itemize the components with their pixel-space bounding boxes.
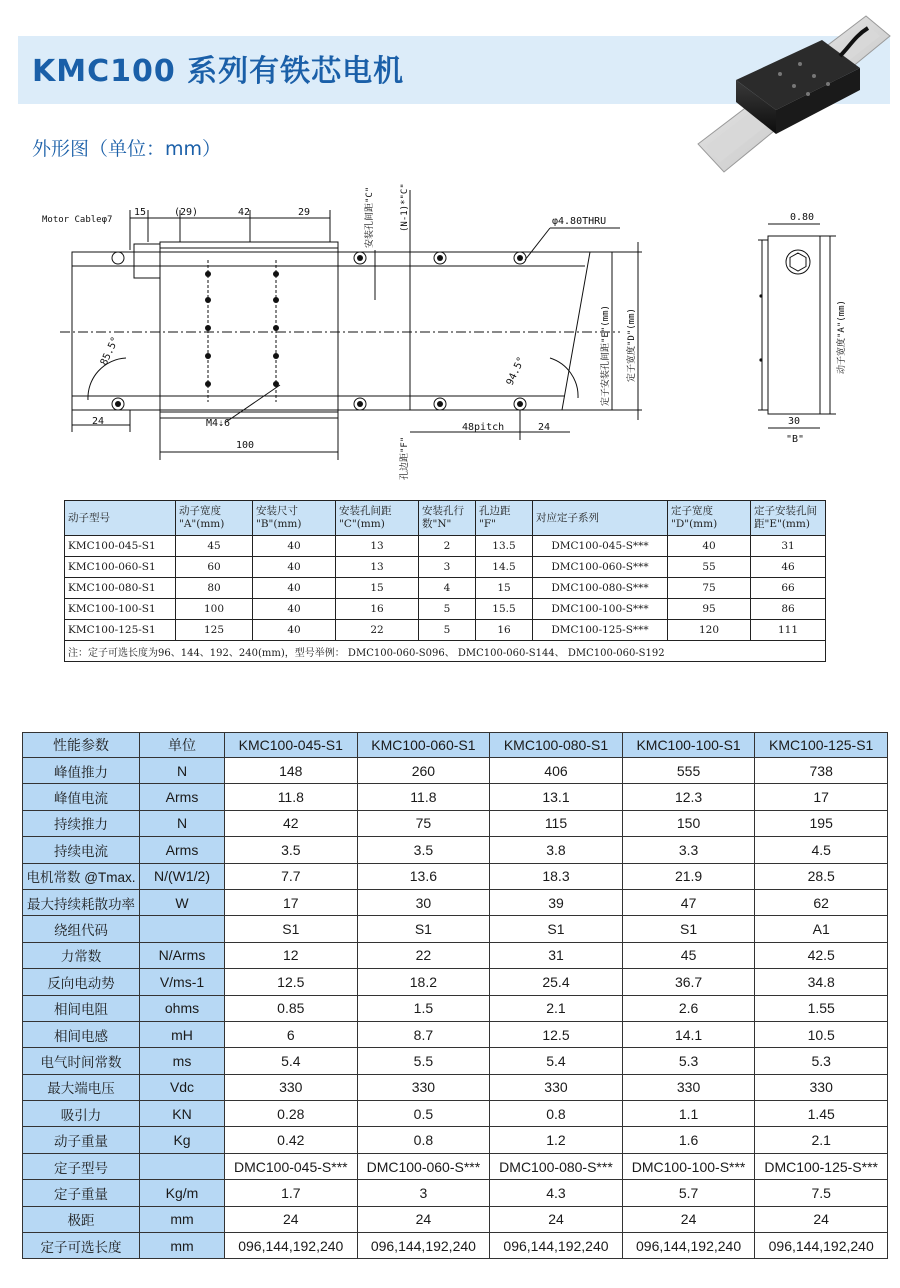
spec-cell: KMC100-045-S1 (65, 536, 176, 557)
perf-value-cell: DMC100-060-S*** (357, 1153, 490, 1179)
perf-param-cell: 动子重量 (23, 1127, 140, 1153)
perf-value-cell: 31 (490, 942, 623, 968)
perf-value-cell: 24 (490, 1206, 623, 1232)
perf-value-cell: 42.5 (755, 942, 888, 968)
perf-value-cell: 24 (755, 1206, 888, 1232)
perf-value-cell: 8.7 (357, 1021, 490, 1047)
perf-unit-cell: N (140, 758, 225, 784)
spec-cell: 86 (751, 599, 826, 620)
perf-value-cell: 5.3 (755, 1048, 888, 1074)
spec-cell: 13 (336, 557, 419, 578)
label-m4: M4⇣6 (206, 418, 231, 429)
perf-value-cell: 0.85 (225, 995, 358, 1021)
spec-cell: KMC100-080-S1 (65, 578, 176, 599)
spec-header-row (65, 501, 826, 536)
perf-value-cell: 1.7 (225, 1180, 358, 1206)
perf-row (23, 1127, 888, 1153)
perf-value-cell: 330 (490, 1074, 623, 1100)
perf-param-cell: 最大端电压 (23, 1074, 140, 1100)
spec-cell: 40 (253, 578, 336, 599)
perf-value-cell: 45 (622, 942, 755, 968)
spec-cell: 40 (253, 557, 336, 578)
perf-header-model-2: KMC100-060-S1 (357, 733, 490, 758)
perf-row (23, 1180, 888, 1206)
label-dim-29a: (29) (174, 207, 199, 218)
perf-value-cell: 7.5 (755, 1180, 888, 1206)
perf-header-model-1: KMC100-045-S1 (225, 733, 358, 758)
label-pitch: 48pitch (462, 422, 505, 433)
perf-value-cell: 12.3 (622, 784, 755, 810)
label-dim-24a: 24 (92, 416, 105, 427)
perf-value-cell: 28.5 (755, 863, 888, 889)
perf-value-cell: 12.5 (225, 969, 358, 995)
perf-value-cell: 12 (225, 942, 358, 968)
spec-header-d: 定子宽度 "D"(mm) (668, 501, 751, 536)
perf-value-cell: 148 (225, 758, 358, 784)
perf-unit-cell: mm (140, 1206, 225, 1232)
perf-header-model-3: KMC100-080-S1 (490, 733, 623, 758)
perf-row (23, 1153, 888, 1179)
perf-unit-cell: Arms (140, 837, 225, 863)
perf-header-unit: 单位 (140, 733, 225, 758)
perf-value-cell: 330 (755, 1074, 888, 1100)
spec-cell: 5 (419, 620, 476, 641)
spec-cell: 13.5 (476, 536, 533, 557)
spec-cell: KMC100-060-S1 (65, 557, 176, 578)
perf-value-cell: A1 (755, 916, 888, 942)
perf-value-cell: 24 (225, 1206, 358, 1232)
perf-row (23, 1074, 888, 1100)
perf-value-cell: 330 (622, 1074, 755, 1100)
perf-value-cell: 6 (225, 1021, 358, 1047)
perf-value-cell: S1 (225, 916, 358, 942)
perf-param-cell: 最大持续耗散功率 (23, 889, 140, 915)
perf-value-cell: 150 (622, 810, 755, 836)
perf-value-cell: 10.5 (755, 1021, 888, 1047)
perf-row (23, 837, 888, 863)
perf-value-cell: 1.6 (622, 1127, 755, 1153)
perf-header-row (23, 733, 888, 758)
perf-param-cell: 相间电感 (23, 1021, 140, 1047)
perf-value-cell: 12.5 (490, 1021, 623, 1047)
perf-value-cell: 1.2 (490, 1127, 623, 1153)
spec-row (65, 557, 826, 578)
perf-value-cell: 0.42 (225, 1127, 358, 1153)
perf-unit-cell: N/Arms (140, 942, 225, 968)
perf-value-cell: 2.1 (755, 1127, 888, 1153)
label-dim-29b: 29 (298, 207, 311, 218)
drawing-subtitle: 外形图（单位：mm） (32, 138, 222, 160)
perf-value-cell: 14.1 (622, 1021, 755, 1047)
spec-cell: 13 (336, 536, 419, 557)
perf-row (23, 1048, 888, 1074)
label-dim-100: 100 (236, 440, 255, 451)
perf-value-cell: 17 (225, 889, 358, 915)
perf-value-cell: 7.7 (225, 863, 358, 889)
spec-cell: 16 (336, 599, 419, 620)
perf-value-cell: 3.3 (622, 837, 755, 863)
label-hole-spacing-c: 安装孔间距"C" (365, 186, 375, 248)
perf-value-cell: 330 (357, 1074, 490, 1100)
page-title: KMC100 系列有铁芯电机 (32, 54, 405, 89)
perf-row (23, 784, 888, 810)
perf-value-cell: 2.1 (490, 995, 623, 1021)
perf-param-cell: 反向电动势 (23, 969, 140, 995)
spec-cell: 5 (419, 599, 476, 620)
perf-param-cell: 持续电流 (23, 837, 140, 863)
perf-row (23, 916, 888, 942)
perf-value-cell: 30 (357, 889, 490, 915)
perf-param-cell: 定子可选长度 (23, 1233, 140, 1259)
spec-note-row (65, 641, 826, 662)
label-b: "B" (786, 434, 805, 445)
perf-value-cell: 096,144,192,240 (225, 1233, 358, 1259)
perf-value-cell: 25.4 (490, 969, 623, 995)
perf-value-cell: 22 (357, 942, 490, 968)
perf-param-cell: 力常数 (23, 942, 140, 968)
perf-param-cell: 持续推力 (23, 810, 140, 836)
perf-value-cell: DMC100-125-S*** (755, 1153, 888, 1179)
perf-value-cell: 5.7 (622, 1180, 755, 1206)
spec-cell: 16 (476, 620, 533, 641)
perf-value-cell: S1 (490, 916, 623, 942)
perf-value-cell: 3.5 (357, 837, 490, 863)
spec-cell: 14.5 (476, 557, 533, 578)
spec-cell: DMC100-060-S*** (533, 557, 668, 578)
spec-cell: 40 (668, 536, 751, 557)
spec-header-a: 动子宽度 "A"(mm) (176, 501, 253, 536)
perf-unit-cell: Vdc (140, 1074, 225, 1100)
perf-param-cell: 峰值电流 (23, 784, 140, 810)
perf-value-cell: 1.5 (357, 995, 490, 1021)
perf-value-cell: 42 (225, 810, 358, 836)
perf-value-cell: 24 (357, 1206, 490, 1232)
spec-row (65, 599, 826, 620)
perf-row (23, 995, 888, 1021)
perf-value-cell: 39 (490, 889, 623, 915)
perf-value-cell: 17 (755, 784, 888, 810)
perf-header-param: 性能参数 (23, 733, 140, 758)
spec-header-f: 孔边距 "F" (476, 501, 533, 536)
perf-value-cell: 11.8 (357, 784, 490, 810)
spec-cell: KMC100-100-S1 (65, 599, 176, 620)
spec-header-model: 动子型号 (65, 501, 176, 536)
spec-cell: 4 (419, 578, 476, 599)
perf-value-cell: 75 (357, 810, 490, 836)
perf-param-cell: 吸引力 (23, 1101, 140, 1127)
spec-cell: 125 (176, 620, 253, 641)
spec-cell: 55 (668, 557, 751, 578)
perf-row (23, 942, 888, 968)
spec-cell: 46 (751, 557, 826, 578)
label-stator-hole-e: 定子安装孔间距"E"(mm) (601, 305, 611, 406)
perf-value-cell: 0.5 (357, 1101, 490, 1127)
perf-row (23, 1101, 888, 1127)
label-mover-width-a: 动子宽度"A"(mm) (837, 300, 847, 374)
perf-row (23, 1206, 888, 1232)
perf-value-cell: S1 (357, 916, 490, 942)
perf-param-cell: 极距 (23, 1206, 140, 1232)
label-stator-width-d: 定子宽度"D"(mm) (627, 308, 637, 382)
product-photo (690, 6, 896, 178)
perf-unit-cell: mm (140, 1233, 225, 1259)
perf-value-cell: 62 (755, 889, 888, 915)
perf-value-cell: 330 (225, 1074, 358, 1100)
spec-cell: 40 (253, 599, 336, 620)
perf-value-cell: 1.1 (622, 1101, 755, 1127)
label-dim-42: 42 (238, 207, 251, 218)
perf-value-cell: 4.3 (490, 1180, 623, 1206)
spec-cell: 15 (336, 578, 419, 599)
perf-value-cell: 096,144,192,240 (755, 1233, 888, 1259)
dimension-drawing (30, 170, 890, 490)
perf-value-cell: 5.4 (225, 1048, 358, 1074)
perf-header-model-4: KMC100-100-S1 (622, 733, 755, 758)
spec-cell: 40 (253, 620, 336, 641)
perf-value-cell: 18.3 (490, 863, 623, 889)
perf-unit-cell: KN (140, 1101, 225, 1127)
perf-value-cell: 0.8 (490, 1101, 623, 1127)
perf-unit-cell: N (140, 810, 225, 836)
perf-value-cell: 34.8 (755, 969, 888, 995)
label-angle-right: 94.5° (504, 355, 528, 388)
perf-unit-cell: Arms (140, 784, 225, 810)
perf-unit-cell: Kg/m (140, 1180, 225, 1206)
spec-cell: 40 (253, 536, 336, 557)
spec-cell: 80 (176, 578, 253, 599)
perf-value-cell: 096,144,192,240 (622, 1233, 755, 1259)
spec-cell: KMC100-125-S1 (65, 620, 176, 641)
spec-cell: 22 (336, 620, 419, 641)
perf-unit-cell (140, 1153, 225, 1179)
perf-value-cell: 36.7 (622, 969, 755, 995)
perf-value-cell: DMC100-080-S*** (490, 1153, 623, 1179)
perf-value-cell: 11.8 (225, 784, 358, 810)
perf-value-cell: 47 (622, 889, 755, 915)
spec-header-n: 安装孔行 数"N" (419, 501, 476, 536)
label-n1c: (N-1)*"C" (400, 183, 410, 232)
perf-value-cell: S1 (622, 916, 755, 942)
spec-note: 注：定子可选长度为96、144、192、240(mm)，型号举例： DMC100-060-S096、 DMC100-060-S144、 DMC100-060-S192 (65, 641, 826, 662)
spec-cell: DMC100-080-S*** (533, 578, 668, 599)
perf-value-cell: 21.9 (622, 863, 755, 889)
perf-value-cell: 3 (357, 1180, 490, 1206)
perf-param-cell: 绕组代码 (23, 916, 140, 942)
label-edge-f: 孔边距"F" (400, 436, 410, 480)
perf-value-cell: 406 (490, 758, 623, 784)
spec-row (65, 578, 826, 599)
perf-unit-cell: N/(W1/2) (140, 863, 225, 889)
perf-value-cell: 13.6 (357, 863, 490, 889)
spec-header-e: 定子安装孔间 距"E"(mm) (751, 501, 826, 536)
perf-unit-cell: ohms (140, 995, 225, 1021)
spec-header-c: 安装孔间距 "C"(mm) (336, 501, 419, 536)
spec-row (65, 536, 826, 557)
perf-row (23, 863, 888, 889)
spec-header-stator-series: 对应定子系列 (533, 501, 668, 536)
spec-cell: 15.5 (476, 599, 533, 620)
spec-header-b: 安装尺寸 "B"(mm) (253, 501, 336, 536)
perf-value-cell: 1.45 (755, 1101, 888, 1127)
perf-value-cell: 0.8 (357, 1127, 490, 1153)
perf-row (23, 758, 888, 784)
perf-value-cell: 5.4 (490, 1048, 623, 1074)
perf-row (23, 810, 888, 836)
label-thru: φ4.80THRU (552, 216, 607, 227)
spec-cell: 95 (668, 599, 751, 620)
perf-unit-cell: ms (140, 1048, 225, 1074)
perf-value-cell: 555 (622, 758, 755, 784)
perf-value-cell: 1.55 (755, 995, 888, 1021)
label-angle-left: 85.5° (98, 335, 122, 368)
perf-unit-cell (140, 916, 225, 942)
perf-value-cell: 24 (622, 1206, 755, 1232)
spec-cell: 75 (668, 578, 751, 599)
label-dim-30: 30 (788, 416, 801, 427)
perf-row (23, 1021, 888, 1047)
perf-param-cell: 定子重量 (23, 1180, 140, 1206)
perf-param-cell: 电机常数 @Tmax. (23, 863, 140, 889)
perf-value-cell: DMC100-100-S*** (622, 1153, 755, 1179)
perf-value-cell: 4.5 (755, 837, 888, 863)
perf-value-cell: 738 (755, 758, 888, 784)
perf-value-cell: 5.5 (357, 1048, 490, 1074)
perf-value-cell: 195 (755, 810, 888, 836)
perf-value-cell: 0.28 (225, 1101, 358, 1127)
spec-cell: 45 (176, 536, 253, 557)
perf-param-cell: 相间电阻 (23, 995, 140, 1021)
label-dim-080: 0.80 (790, 212, 815, 223)
perf-value-cell: 18.2 (357, 969, 490, 995)
spec-cell: 60 (176, 557, 253, 578)
spec-cell: 31 (751, 536, 826, 557)
perf-param-cell: 定子型号 (23, 1153, 140, 1179)
perf-value-cell: 3.5 (225, 837, 358, 863)
spec-cell: DMC100-125-S*** (533, 620, 668, 641)
perf-unit-cell: mH (140, 1021, 225, 1047)
perf-unit-cell: Kg (140, 1127, 225, 1153)
spec-cell: 120 (668, 620, 751, 641)
perf-row (23, 889, 888, 915)
perf-value-cell: 13.1 (490, 784, 623, 810)
perf-value-cell: 260 (357, 758, 490, 784)
label-motor-cable: Motor Cableφ7 (42, 215, 113, 225)
spec-cell: DMC100-100-S*** (533, 599, 668, 620)
label-dim-24b: 24 (538, 422, 551, 433)
spec-cell: 15 (476, 578, 533, 599)
perf-header-model-5: KMC100-125-S1 (755, 733, 888, 758)
performance-table (22, 732, 888, 1259)
perf-unit-cell: W (140, 889, 225, 915)
perf-param-cell: 峰值推力 (23, 758, 140, 784)
spec-cell: 2 (419, 536, 476, 557)
perf-value-cell: 2.6 (622, 995, 755, 1021)
perf-value-cell: DMC100-045-S*** (225, 1153, 358, 1179)
spec-cell: 3 (419, 557, 476, 578)
perf-value-cell: 096,144,192,240 (357, 1233, 490, 1259)
label-dim-15: 15 (134, 207, 147, 218)
spec-cell: 111 (751, 620, 826, 641)
perf-row (23, 1233, 888, 1259)
dimension-spec-table (64, 500, 826, 662)
spec-cell: DMC100-045-S*** (533, 536, 668, 557)
perf-value-cell: 3.8 (490, 837, 623, 863)
spec-cell: 100 (176, 599, 253, 620)
spec-row (65, 620, 826, 641)
spec-cell: 66 (751, 578, 826, 599)
perf-value-cell: 115 (490, 810, 623, 836)
perf-unit-cell: V/ms-1 (140, 969, 225, 995)
perf-param-cell: 电气时间常数 (23, 1048, 140, 1074)
perf-value-cell: 096,144,192,240 (490, 1233, 623, 1259)
perf-row (23, 969, 888, 995)
perf-value-cell: 5.3 (622, 1048, 755, 1074)
